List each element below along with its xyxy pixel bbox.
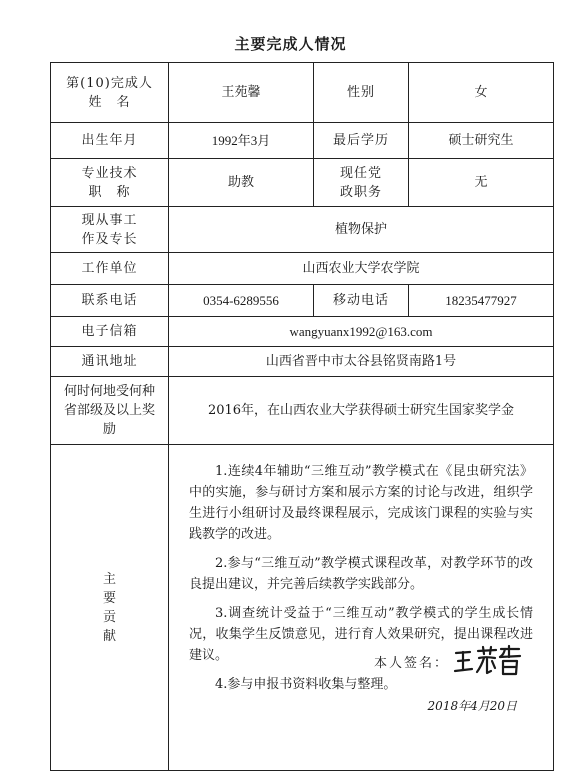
awards-label [51, 377, 169, 445]
row-phone [51, 285, 554, 317]
address-value: 山西省晋中市太谷县铭贤南路1号 [169, 347, 554, 377]
mobile-label: 移动电话 [314, 285, 409, 317]
email-label: 电子信箱 [51, 317, 169, 347]
phone-label: 联系电话 [51, 285, 169, 317]
contributions-label-char: 贡 [102, 609, 116, 625]
row-employer [51, 253, 554, 285]
contributions-label-char: 要 [102, 590, 116, 606]
specialty-value: 植物保护 [169, 207, 554, 253]
gender-label: 性别 [314, 63, 409, 123]
specialty-label-line2: 作及专长 [81, 231, 138, 247]
name-label-line1: 第(10)完成人 [66, 75, 153, 91]
row-title [51, 159, 554, 207]
party-position-label-line2: 政职务 [339, 184, 382, 200]
signature-label: 本人签名： [373, 655, 449, 671]
signature-date: 2018年4月20日 [427, 699, 517, 713]
contributions-label [51, 445, 169, 771]
birth-label: 出生年月 [51, 123, 169, 159]
party-position-label [314, 159, 409, 207]
name-label [51, 63, 169, 123]
contribution-item: 2.参与“三维互动”教学模式课程改革，对教学环节的改良提出建议，并完善后续教学实践部分。 [189, 556, 533, 592]
specialty-label [51, 207, 169, 253]
row-contributions [51, 445, 554, 771]
row-address [51, 347, 554, 377]
name-label-line2: 姓 名 [88, 94, 131, 110]
address-label: 通讯地址 [51, 347, 169, 377]
signature-line [374, 644, 523, 678]
page-title: 主要完成人情况 [234, 35, 347, 53]
employer-value: 山西农业大学农学院 [169, 253, 554, 285]
row-specialty [51, 207, 554, 253]
mobile-value: 18235477927 [409, 285, 554, 317]
awards-label-line3: 励 [102, 422, 116, 437]
gender-value: 女 [409, 63, 554, 123]
contributions-content [169, 445, 554, 771]
contributions-label-char: 主 [102, 571, 116, 587]
email-value: wangyuanx1992@163.com [169, 317, 554, 347]
row-birth [51, 123, 554, 159]
awards-label-line1: 何时何地受何种 [63, 384, 155, 399]
row-awards [51, 377, 554, 445]
contribution-item: 1.连续4年辅助“三维互动”教学模式在《昆虫研究法》中的实施，参与研讨方案和展示方案的讨论与改进，组织学生进行小组研讨及最终课程展示，完成该门课程的实验与实践教学的改进。 [189, 464, 533, 542]
employer-label: 工作单位 [51, 253, 169, 285]
education-value: 硕士研究生 [409, 123, 554, 159]
contribution-item: 3.调查统计受益于“三维互动”教学模式的学生成长情况，收集学生反馈意见，进行育人效果研究，提出课程改进建议。 [189, 606, 533, 663]
contribution-item: 4.参与申报书资料收集与整理。 [215, 677, 397, 692]
handwritten-signature [453, 644, 523, 678]
party-position-label-line1: 现任党 [339, 165, 382, 181]
professional-title-value: 助教 [169, 159, 314, 207]
row-email [51, 317, 554, 347]
row-name [51, 63, 554, 123]
professional-title-label [51, 159, 169, 207]
professional-title-label-line1: 专业技术 [81, 165, 138, 181]
birth-value: 1992年3月 [169, 123, 314, 159]
professional-title-label-line2: 职 称 [88, 184, 131, 200]
contributions-label-char: 献 [102, 628, 116, 644]
awards-value: 2016年，在山西农业大学获得硕士研究生国家奖学金 [169, 377, 554, 445]
education-label: 最后学历 [314, 123, 409, 159]
awards-label-line2: 省部级及以上奖 [63, 403, 155, 418]
specialty-label-line1: 现从事工 [81, 212, 138, 228]
party-position-value: 无 [409, 159, 554, 207]
phone-value: 0354-6289556 [169, 285, 314, 317]
name-value: 王苑馨 [169, 63, 314, 123]
